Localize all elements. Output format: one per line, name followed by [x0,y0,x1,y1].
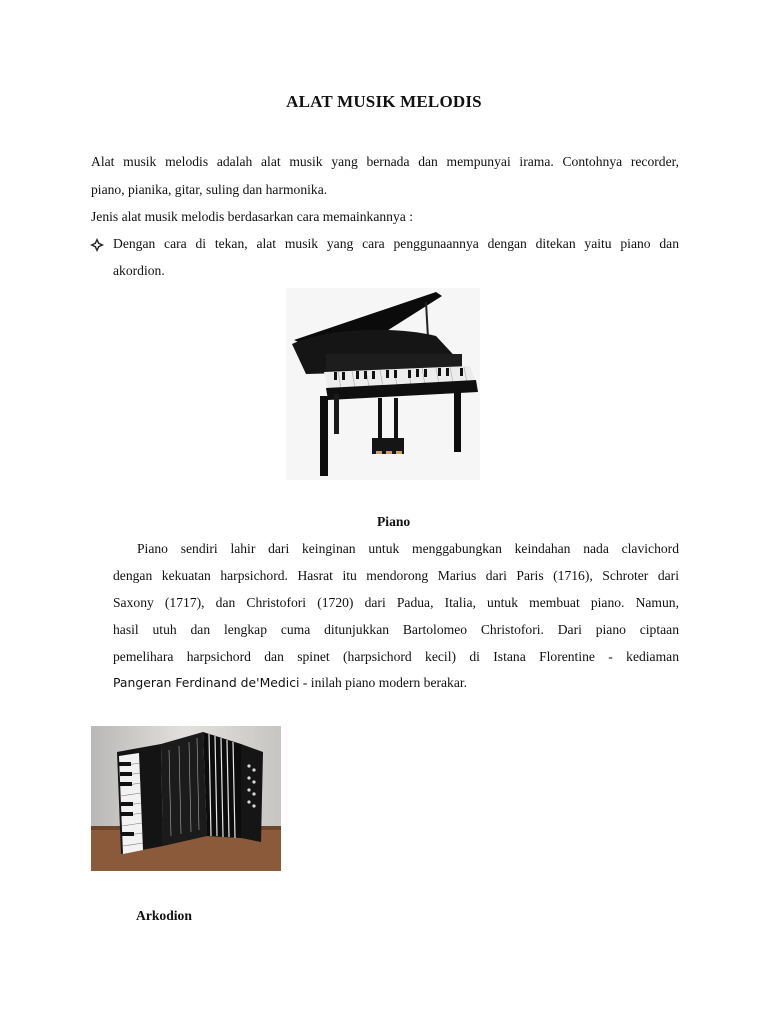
piano-paragraph-line-6-rest: - inilah piano modern berakar. [299,675,468,690]
intro-line-1: Alat musik melodis adalah alat musik yang bernada dan mempunyai irama. Contohnya recorder, [91,154,679,169]
piano-paragraph-line-3: Saxony (1717), dan Christofori (1720) dari Padua, Italia, untuk membuat piano. Namun, [113,595,679,610]
page-title: ALAT MUSIK MELODIS [286,92,482,111]
bullet-line-2: akordion. [113,263,165,278]
accordion-image [91,726,281,871]
piano-paragraph-line-1: Piano sendiri lahir dari keinginan untuk menggabungkan keindahan nada clavichord [137,541,679,556]
diamond-bullet-icon [90,238,104,252]
accordion-caption: Arkodion [136,908,192,923]
intro-line-2: piano, pianika, gitar, suling dan harmonika. [91,182,328,197]
piano-paragraph-line-5: pemelihara harpsichord dan spinet (harpsichord kecil) di Istana Florentine - kediaman [113,649,679,664]
piano-image [286,288,480,480]
piano-caption: Piano [377,514,411,529]
ferdinand-name: Pangeran Ferdinand de'Medici [113,675,300,690]
bullet-line-1: Dengan cara di tekan, alat musik yang cara penggunaannya dengan ditekan yaitu piano dan [113,236,679,251]
piano-paragraph-line-4: hasil utuh dan lengkap cuma ditunjukkan Bartolomeo Christofori. Dari piano ciptaan [113,622,679,637]
piano-paragraph-line-6 [113,669,467,697]
piano-paragraph-line-2: dengan kekuatan harpsichord. Hasrat itu mendorong Marius dari Paris (1716), Schroter dari [113,568,679,583]
intro-line-3: Jenis alat musik melodis berdasarkan cara memainkannya : [91,209,413,224]
